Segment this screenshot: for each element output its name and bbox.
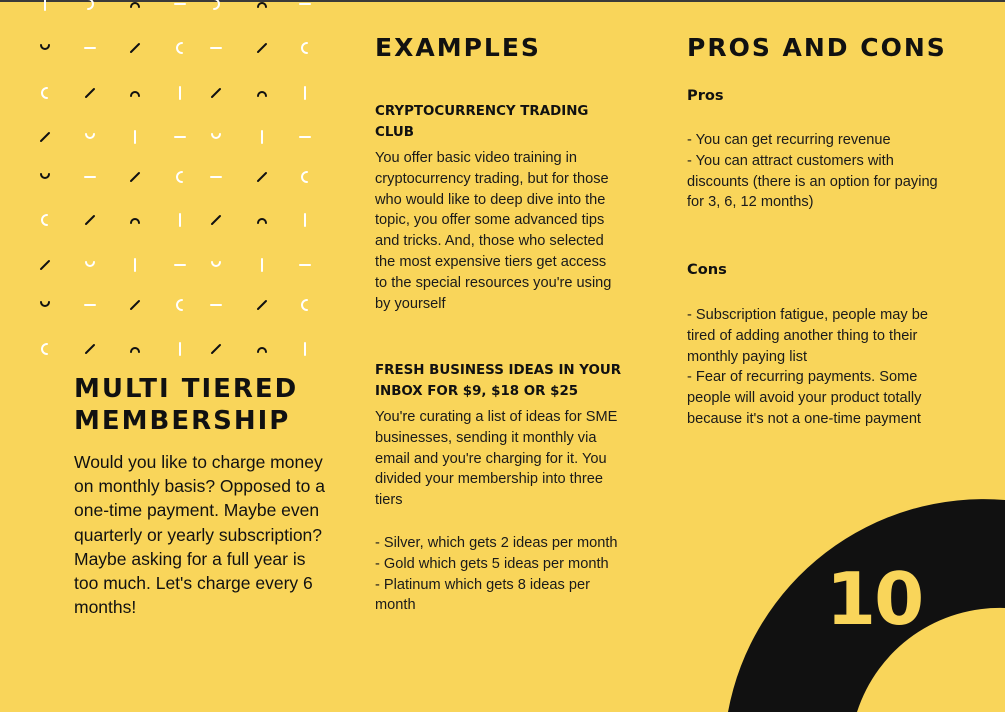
pattern-glyph (41, 133, 49, 141)
page-number: 10 (826, 557, 923, 641)
tier-item-silver: - Silver, which gets 2 ideas per month (375, 535, 618, 551)
pattern-glyph (41, 174, 49, 178)
pattern-glyph (177, 300, 182, 310)
example-2-tier-list (375, 533, 620, 616)
pattern-glyph (212, 262, 220, 266)
pattern-glyph (302, 172, 307, 182)
decorative-pattern (0, 0, 340, 370)
pros-item: - You can get recurring revenue (687, 132, 891, 148)
pattern-glyph (86, 262, 94, 266)
intro-paragraph: Would you like to charge money on monthly basis? Opposed to a one-time payment. Maybe even quarterly or yearly subscription? Maybe asking for a full year is too much. Let's charge every 6 months! (74, 452, 325, 618)
pattern-glyph (42, 344, 47, 354)
pattern-glyph (258, 348, 266, 352)
example-1-body: You offer basic video training in cryptocurrency trading, but for those who would like to deep dive into the topic, you offer some advanced tips and tricks. And, those who selected the most expensive tiers get access to the special resources you're using by yourself (375, 150, 612, 312)
pattern-glyph (86, 345, 94, 353)
example-2-body: You're curating a list of ideas for SME businesses, sending it monthly via email and you're charging for it. You divided your membership into three tiers (375, 409, 618, 509)
cons-item: - Subscription fatigue, people may be tired of adding another thing to their monthly paying list (687, 307, 928, 365)
cons-item: - Fear of recurring payments. Some people will avoid your product totally because it's not a one-time payment (687, 369, 922, 427)
pattern-glyph (131, 92, 139, 96)
pros-item: - You can attract customers with discounts (there is an option for paying for 3, 6, 12 months) (687, 152, 938, 211)
title-line-1: MULTI TIERED (74, 374, 299, 404)
pattern-glyph (131, 44, 139, 52)
pattern-glyph (131, 219, 139, 223)
cons-list (687, 305, 957, 430)
pros-list (687, 130, 957, 213)
pattern-glyph (86, 89, 94, 97)
pattern-glyph (42, 215, 47, 225)
cons-subheading: Cons (687, 261, 727, 278)
pattern-glyph (41, 45, 49, 49)
pattern-glyph (302, 43, 307, 53)
tier-item-platinum: - Platinum which gets 8 ideas per month (375, 576, 590, 614)
pattern-glyph (131, 348, 139, 352)
examples-heading: EXAMPLES (375, 33, 541, 62)
pattern-glyph (212, 345, 220, 353)
pattern-glyph (258, 173, 266, 181)
pattern-glyph (41, 261, 49, 269)
pattern-glyph (302, 300, 307, 310)
example-2-title: FRESH BUSINESS IDEAS IN YOUR INBOX FOR $9, $18 OR $25 (375, 363, 622, 399)
pattern-glyph (258, 3, 266, 7)
pattern-glyph (131, 3, 139, 7)
pattern-glyph (131, 173, 139, 181)
pattern-glyph (214, 0, 219, 9)
title-line-2: MEMBERSHIP (74, 406, 291, 436)
pattern-glyph (41, 302, 49, 306)
pattern-glyph (212, 216, 220, 224)
pattern-glyph (88, 0, 93, 9)
pattern-glyph (258, 219, 266, 223)
pattern-glyph (258, 92, 266, 96)
pattern-glyph (258, 301, 266, 309)
section-title-multi-tiered-membership (74, 373, 334, 437)
pattern-glyph (258, 44, 266, 52)
pattern-glyph (86, 134, 94, 138)
pattern-glyph (177, 43, 182, 53)
pattern-glyph (177, 172, 182, 182)
pattern-glyph (131, 301, 139, 309)
pattern-glyph (42, 88, 47, 98)
pros-and-cons-heading: PROS AND CONS (687, 33, 947, 62)
pattern-glyph (212, 134, 220, 138)
pattern-glyph (86, 216, 94, 224)
tier-item-gold: - Gold which gets 5 ideas per month (375, 555, 609, 572)
example-1-title: CRYPTOCURRENCY TRADING CLUB (375, 104, 589, 140)
pattern-glyph (212, 89, 220, 97)
pros-subheading: Pros (687, 87, 724, 104)
